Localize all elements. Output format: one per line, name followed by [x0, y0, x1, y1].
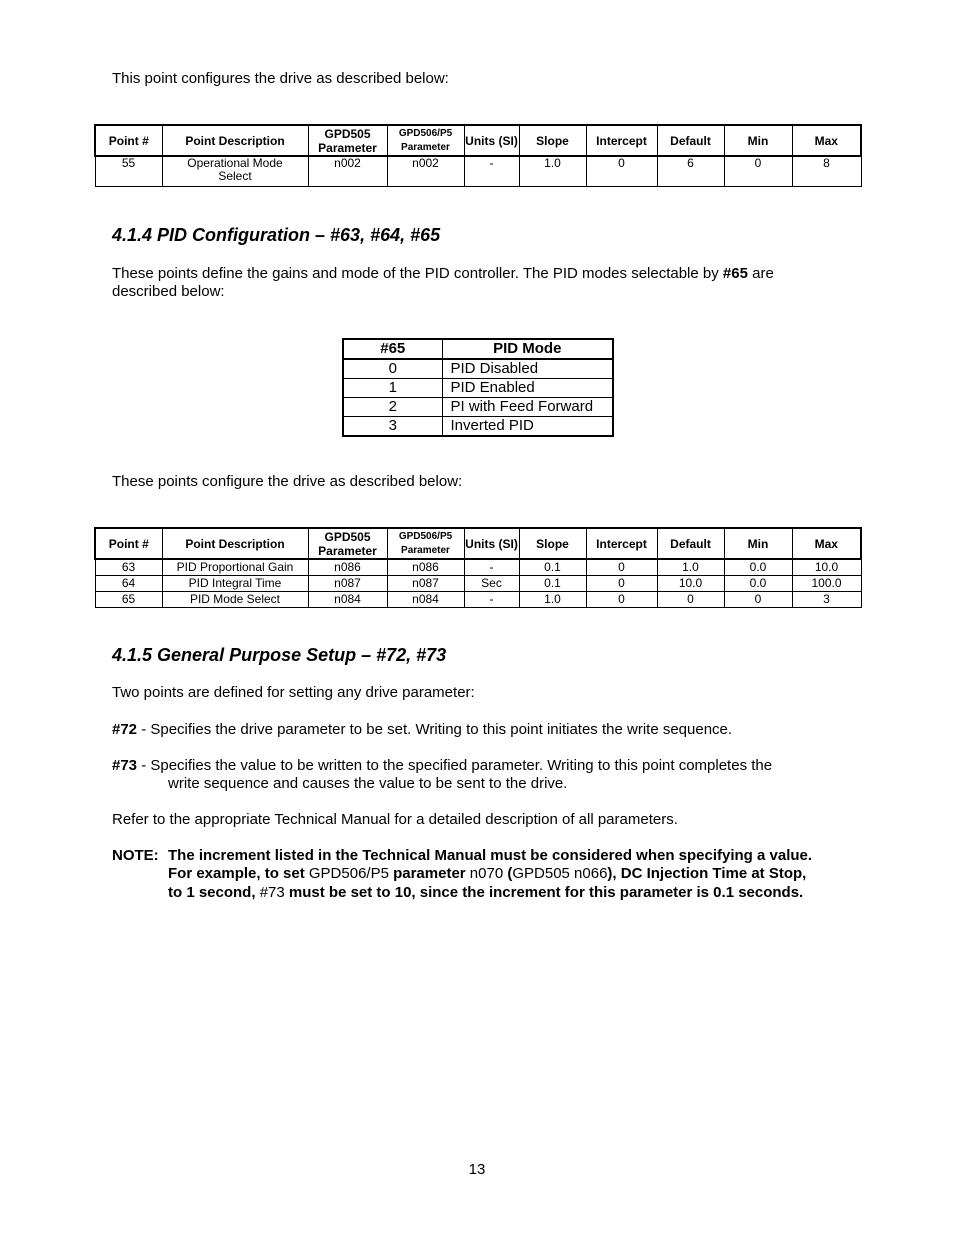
header-description: Point Description [162, 125, 308, 156]
header-default: Default [657, 528, 724, 559]
cell-units: Sec [464, 575, 519, 591]
pid-mode-row [343, 398, 613, 417]
cell-default: 6 [657, 156, 724, 186]
point-73-label: #73 [112, 757, 138, 774]
cell-default: 10.0 [657, 575, 724, 591]
header-gpd506: GPD506/P5 Parameter [387, 125, 464, 156]
pid-mode-table [342, 338, 614, 437]
header-point: Point # [95, 125, 162, 156]
pid-mode-name: Inverted PID [442, 417, 613, 437]
pid-mode-value: 1 [343, 379, 442, 398]
note-l2-b1: For example, to set [168, 865, 309, 882]
refer-manual-text: Refer to the appropriate Technical Manual for a detailed description of all parameters. [112, 811, 678, 828]
cell-intercept: 0 [586, 575, 657, 591]
header-units: Units (SI) [464, 125, 519, 156]
note-label: NOTE: [112, 847, 159, 864]
cell-gpd505: n002 [308, 156, 387, 186]
note-l2-b4: ), DC Injection Time at Stop, [607, 865, 807, 882]
pid-mode-row [343, 379, 613, 398]
point-72-description [112, 721, 732, 739]
note-line3 [168, 884, 803, 902]
cell-description: PID Proportional Gain [162, 559, 308, 575]
header-min: Min [724, 528, 792, 559]
cell-min: 0 [724, 591, 792, 607]
pid-mode-value: 2 [343, 398, 442, 417]
cell-point: 65 [95, 591, 162, 607]
table-header-row [95, 125, 861, 156]
cell-units: - [464, 591, 519, 607]
general-purpose-intro: Two points are defined for setting any drive parameter: [112, 684, 475, 701]
note-l2-n3: GPD505 n066 [512, 865, 608, 882]
table-row [95, 575, 861, 591]
pid-mode-header-mode: PID Mode [442, 339, 613, 359]
cell-gpd506: n084 [387, 591, 464, 607]
header-min: Min [724, 125, 792, 156]
header-max: Max [792, 125, 861, 156]
header-default: Default [657, 125, 724, 156]
cell-gpd506: n087 [387, 575, 464, 591]
pid-para-bold: #65 [722, 265, 748, 282]
note-l2-n2: n070 [469, 865, 504, 882]
pid-points-table [94, 527, 862, 608]
cell-intercept: 0 [586, 591, 657, 607]
cell-gpd505: n084 [308, 591, 387, 607]
pid-mode-value: 0 [343, 359, 442, 379]
cell-intercept: 0 [586, 559, 657, 575]
note-l3-n1: #73 [259, 884, 285, 901]
section-heading-pid: 4.1.4 PID Configuration – #63, #64, #65 [112, 225, 441, 245]
cell-slope: 0.1 [519, 559, 586, 575]
cell-point: 63 [95, 559, 162, 575]
note-line2 [168, 865, 806, 883]
cell-max: 10.0 [792, 559, 861, 575]
cell-min: 0.0 [724, 559, 792, 575]
pid-para-text-b: are described below: [112, 265, 774, 300]
point-73-text-line1: - Specifies the value to be written to the specified parameter. Writing to this point completes the [137, 757, 773, 774]
header-point: Point # [95, 528, 162, 559]
cell-description: PID Integral Time [162, 575, 308, 591]
cell-max: 8 [792, 156, 861, 186]
point-73-description [112, 757, 772, 775]
cell-units: - [464, 156, 519, 186]
cell-units: - [464, 559, 519, 575]
cell-description: Operational Mode Select [162, 156, 308, 186]
section-heading-general-purpose: 4.1.5 General Purpose Setup – #72, #73 [112, 645, 447, 665]
point-73-text-line2: write sequence and causes the value to be sent to the drive. [168, 775, 568, 792]
point-72-label: #72 [112, 721, 138, 738]
cell-max: 100.0 [792, 575, 861, 591]
cell-default: 0 [657, 591, 724, 607]
header-slope: Slope [519, 528, 586, 559]
header-slope: Slope [519, 125, 586, 156]
header-intercept: Intercept [586, 528, 657, 559]
cell-point: 64 [95, 575, 162, 591]
table-header-row [95, 528, 861, 559]
note-line1: The increment listed in the Technical Manual must be considered when specifying a value. [168, 847, 813, 864]
operational-mode-table [94, 124, 862, 187]
table-row [95, 156, 861, 186]
cell-min: 0.0 [724, 575, 792, 591]
table-row [95, 591, 861, 607]
header-units: Units (SI) [464, 528, 519, 559]
cell-slope: 1.0 [519, 591, 586, 607]
cell-description: PID Mode Select [162, 591, 308, 607]
pid-description-paragraph [112, 265, 832, 301]
pid-mode-header-value: #65 [343, 339, 442, 359]
pid-mode-header-row [343, 339, 613, 359]
cell-max: 3 [792, 591, 861, 607]
cell-gpd506: n086 [387, 559, 464, 575]
pid-mode-row [343, 359, 613, 379]
note-l2-b3: ( [503, 865, 513, 882]
cell-slope: 1.0 [519, 156, 586, 186]
intro-single-text: This point configures the drive as described below: [112, 70, 449, 87]
pid-mode-row [343, 417, 613, 437]
cell-gpd506: n002 [387, 156, 464, 186]
header-intercept: Intercept [586, 125, 657, 156]
cell-intercept: 0 [586, 156, 657, 186]
note-l3-b2: must be set to 10, since the increment for this parameter is 0.1 seconds. [284, 884, 804, 901]
note-l2-n1: GPD506/P5 [308, 865, 389, 882]
cell-slope: 0.1 [519, 575, 586, 591]
cell-point: 55 [95, 156, 162, 186]
pid-para-text-a: These points define the gains and mode of the PID controller. The PID modes selectable by [112, 265, 723, 282]
header-gpd505: GPD505 Parameter [308, 528, 387, 559]
page-number: 13 [468, 1161, 486, 1178]
pid-mode-name: PI with Feed Forward [442, 398, 613, 417]
point-72-text: - Specifies the drive parameter to be set. Writing to this point initiates the write sequence. [137, 721, 733, 738]
cell-gpd505: n086 [308, 559, 387, 575]
cell-min: 0 [724, 156, 792, 186]
intro-multi-text: These points configure the drive as described below: [112, 473, 463, 490]
cell-default: 1.0 [657, 559, 724, 575]
pid-mode-name: PID Disabled [442, 359, 613, 379]
cell-gpd505: n087 [308, 575, 387, 591]
header-description: Point Description [162, 528, 308, 559]
pid-mode-value: 3 [343, 417, 442, 437]
header-max: Max [792, 528, 861, 559]
note-l3-b1: to 1 second, [168, 884, 260, 901]
header-gpd506: GPD506/P5 Parameter [387, 528, 464, 559]
note-l2-b2: parameter [388, 865, 470, 882]
header-gpd505: GPD505 Parameter [308, 125, 387, 156]
table-row [95, 559, 861, 575]
pid-mode-name: PID Enabled [442, 379, 613, 398]
